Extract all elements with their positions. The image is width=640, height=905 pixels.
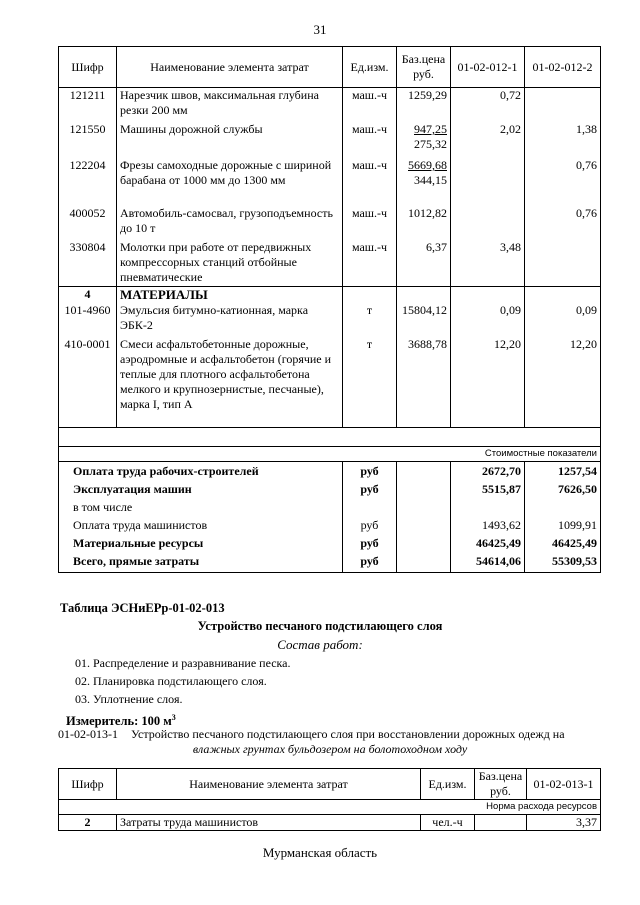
table-header-row xyxy=(59,47,601,88)
cost-header-row: Стоимостные показатели xyxy=(59,447,601,462)
table-header-row xyxy=(59,769,601,800)
cost-row: Оплата труда машинистов руб 1493,62 1099,91 xyxy=(59,518,601,536)
cost-row: Материальные ресурсы руб 46425,49 46425,49 xyxy=(59,536,601,554)
norm-header-row: Норма расхода ресурсов xyxy=(59,800,601,815)
measure-unit: Измеритель: 100 $м^3$ xyxy=(66,713,176,729)
header-code: Шифр xyxy=(59,769,117,800)
page-number: 31 xyxy=(313,22,327,37)
work-title: Состав работ: xyxy=(277,637,363,652)
work-item: 01. Распределение и разравнивание песка. xyxy=(75,656,291,670)
header-col1: 01-02-012-1 xyxy=(451,47,525,88)
table-row: 330804 Молотки при работе от передвижных компрессорных станций отбойные пневматические маш.-ч 6,37 3,48 xyxy=(59,240,601,287)
footer: Мурманская область xyxy=(262,845,378,860)
table-row: 121211 Нарезчик швов, максимальная глубина резки 200 мм маш.-ч 1259,29 0,72 xyxy=(59,88,601,123)
cost-row: Оплата труда рабочих-строителей руб 2672,70 1257,54 xyxy=(59,462,601,483)
section-heading: Устройство песчаного подстилающего слоя xyxy=(197,619,443,633)
item-description-line2: влажных грунтах бульдозером на болотоходном ходу xyxy=(192,742,468,756)
table-row: 2 Затраты труда машинистов чел.-ч 3,37 xyxy=(59,815,601,831)
section-heading-row: 4 МАТЕРИАЛЫ xyxy=(59,287,601,304)
header-name: Наименование элемента затрат xyxy=(117,769,421,800)
header-price: Баз.цена руб. xyxy=(475,769,527,800)
cost-row: Всего, прямые затраты руб 54614,06 55309,53 xyxy=(59,554,601,573)
header-code: Шифр xyxy=(59,47,117,88)
table-row: 101-4960 Эмульсия битумно-катионная, марка ЭБК-2 т 15804,12 0,09 0,09 xyxy=(59,303,601,337)
work-item: 03. Уплотнение слоя. xyxy=(75,692,183,706)
table-row: 410-0001 Смеси асфальтобетонные дорожные, аэродромные и асфальтобетон (горячие и теплые для плотного асфальтобетона мелкого и крупнозернистые, песчаные), марка I, тип А т 3688,78 12,20 12,20 xyxy=(59,337,601,428)
header-unit: Ед.изм. xyxy=(343,47,397,88)
header-unit: Ед.изм. xyxy=(421,769,475,800)
header-price: Баз.цена руб. xyxy=(397,47,451,88)
table-row: 121550 Машины дорожной службы маш.-ч 947,25 275,32 2,02 1,38 xyxy=(59,122,601,158)
header-name: Наименование элемента затрат xyxy=(117,47,343,88)
resource-table-2 xyxy=(58,768,601,831)
table-title: Таблица ЭСНиЕРр-01-02-013 xyxy=(60,601,225,615)
table-row: 400052 Автомобиль-самосвал, грузоподъемность до 10 т маш.-ч 1012,82 0,76 xyxy=(59,206,601,240)
header-col1: 01-02-013-1 xyxy=(527,769,601,800)
table-row: 122204 Фрезы самоходные дорожные с шириной барабана от 1000 мм до 1300 мм маш.-ч 5669,68 344,15 0,76 xyxy=(59,158,601,206)
spacer-row xyxy=(59,428,601,447)
item-description-line1: Устройство песчаного подстилающего слоя при восстановлении дорожных одежд на xyxy=(131,727,565,741)
resource-table xyxy=(58,46,601,573)
cost-row: Эксплуатация машин руб 5515,87 7626,50 xyxy=(59,482,601,500)
cost-row: в том числе xyxy=(59,500,601,518)
header-col2: 01-02-012-2 xyxy=(525,47,601,88)
item-code: 01-02-013-1 xyxy=(58,727,118,741)
work-item: 02. Планировка подстилающего слоя. xyxy=(75,674,267,688)
